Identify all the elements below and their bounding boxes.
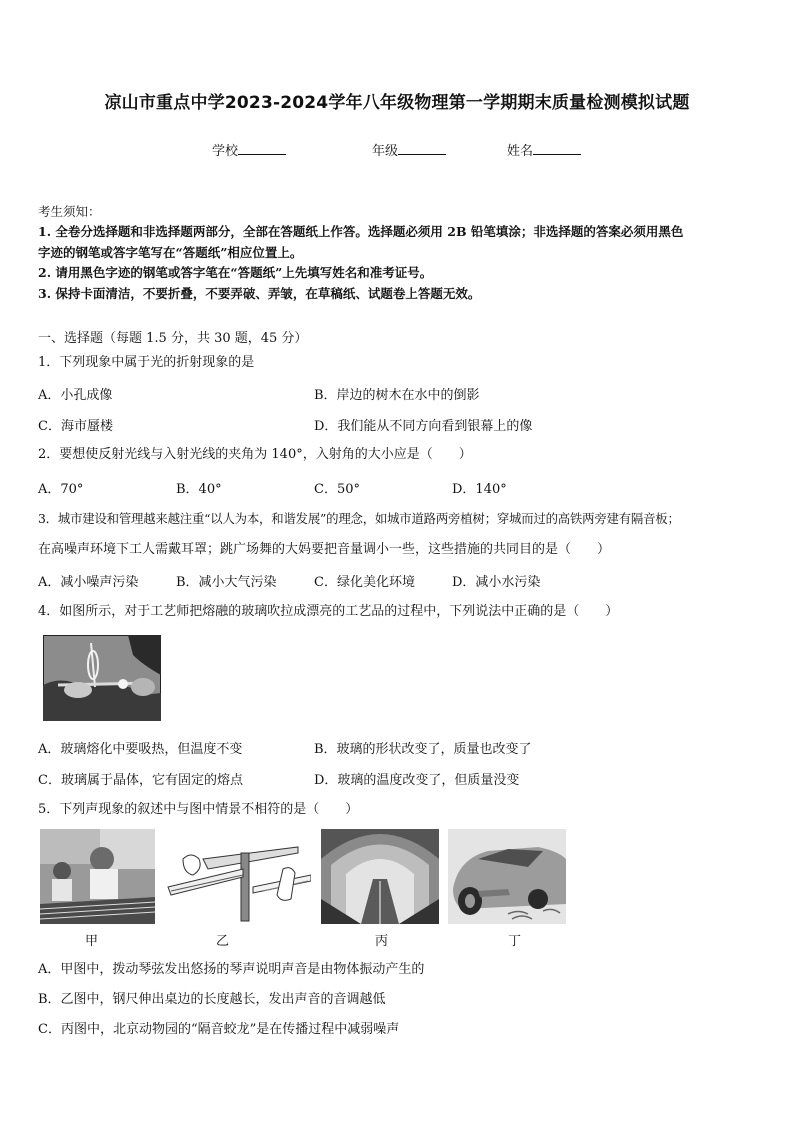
notes-label: 考生须知：	[38, 204, 101, 219]
q1-option-d[interactable]: D．我们能从不同方向看到银幕上的像	[314, 419, 533, 434]
q3-option-a[interactable]: A．减小噪声污染	[38, 575, 139, 590]
car-illustration	[448, 829, 566, 924]
question-3-stem: 3．城市建设和管理越来越注重“以人为本，和谐发展”的理念，如城市道路两旁植树；穿城而过的高铁两旁建有隔音板；	[38, 511, 680, 526]
q5-option-c[interactable]: C．丙图中，北京动物园的“隔音蛟龙”是在传播过程中减弱噪声	[38, 1022, 400, 1037]
note-line: 1. 全卷分选择题和非选择题两部分，全部在答题纸上作答。选择题必须用 2B 铅笔填涂；非选择题的答案必须用黑色	[38, 224, 684, 239]
guzheng-image	[40, 829, 155, 924]
question-2-stem: 2．要想使反射光线与入射光线的夹角为 140°，入射角的大小应是（ ）	[38, 447, 472, 462]
q1-option-a[interactable]: A．小孔成像	[38, 388, 113, 403]
school-field[interactable]	[212, 140, 286, 159]
q4-option-c[interactable]: C．玻璃属于晶体，它有固定的熔点	[38, 773, 243, 788]
school-label: 学校	[212, 144, 239, 159]
q4-option-b[interactable]: B．玻璃的形状改变了，质量也改变了	[314, 742, 532, 757]
q4-option-d[interactable]: D．玻璃的温度改变了，但质量没变	[314, 773, 520, 788]
glassblowing-illustration	[43, 635, 161, 721]
ruler-illustration	[163, 829, 311, 924]
grade-field[interactable]	[372, 140, 446, 159]
q1-option-c[interactable]: C．海市蜃楼	[38, 419, 113, 434]
tunnel-illustration	[321, 829, 439, 924]
q2-option-d[interactable]: D．140°	[452, 482, 507, 497]
question-4-stem: 4．如图所示，对于工艺师把熔融的玻璃吹拉成漂亮的工艺品的过程中，下列说法中正确的是（ ）	[38, 604, 619, 619]
q4-option-a[interactable]: A．玻璃熔化中要吸热，但温度不变	[38, 742, 243, 757]
q3-option-c[interactable]: C．绿化美化环境	[314, 575, 415, 590]
question-1-stem: 1．下列现象中属于光的折射现象的是	[38, 355, 255, 370]
question-5-stem: 5．下列声现象的叙述中与图中情景不相符的是（ ）	[38, 802, 359, 817]
q3-option-d[interactable]: D．减小水污染	[452, 575, 541, 590]
guzheng-illustration	[40, 829, 155, 924]
student-info-row	[0, 140, 794, 160]
q5-option-a[interactable]: A．甲图中，拨动琴弦发出悠扬的琴声说明声音是由物体振动产生的	[38, 962, 425, 977]
grade-blank[interactable]	[398, 142, 446, 155]
caption-ding: 丁	[508, 934, 522, 949]
note-line: 3. 保持卡面清洁，不要折叠，不要弄破、弄皱，在草稿纸、试题卷上答题无效。	[38, 286, 481, 301]
caption-jia: 甲	[85, 934, 99, 949]
section-heading: 一、选择题（每题 1.5 分，共 30 题，45 分）	[38, 331, 308, 346]
q5-option-b[interactable]: B．乙图中，钢尺伸出桌边的长度越长，发出声音的音调越低	[38, 992, 386, 1007]
car-image	[448, 829, 566, 924]
q1-option-b[interactable]: B．岸边的树木在水中的倒影	[314, 388, 480, 403]
school-blank[interactable]	[238, 142, 286, 155]
name-label: 姓名	[507, 144, 534, 159]
glassblowing-image	[43, 635, 161, 721]
name-field[interactable]	[507, 140, 581, 159]
q3-option-b[interactable]: B．减小大气污染	[176, 575, 277, 590]
note-line: 2. 请用黑色字迹的钢笔或答字笔在“答题纸”上先填写姓名和准考证号。	[38, 265, 433, 280]
page-title: 凉山市重点中学2023-2024学年八年级物理第一学期期末质量检测模拟试题	[104, 93, 690, 113]
caption-bing: 丙	[375, 934, 389, 949]
q2-option-a[interactable]: A．70°	[38, 482, 84, 497]
sound-barrier-image	[321, 829, 439, 924]
question-3-stem-cont: 在高噪声环境下工人需戴耳罩；跳广场舞的大妈要把音量调小一些，这些措施的共同目的是（ ）	[38, 542, 611, 557]
q2-option-b[interactable]: B．40°	[176, 482, 222, 497]
q2-option-c[interactable]: C．50°	[314, 482, 360, 497]
name-blank[interactable]	[533, 142, 581, 155]
caption-yi: 乙	[216, 934, 230, 949]
grade-label: 年级	[372, 144, 399, 159]
ruler-image	[163, 829, 311, 924]
note-line: 字迹的钢笔或答字笔写在“答题纸”相应位置上。	[38, 245, 303, 260]
